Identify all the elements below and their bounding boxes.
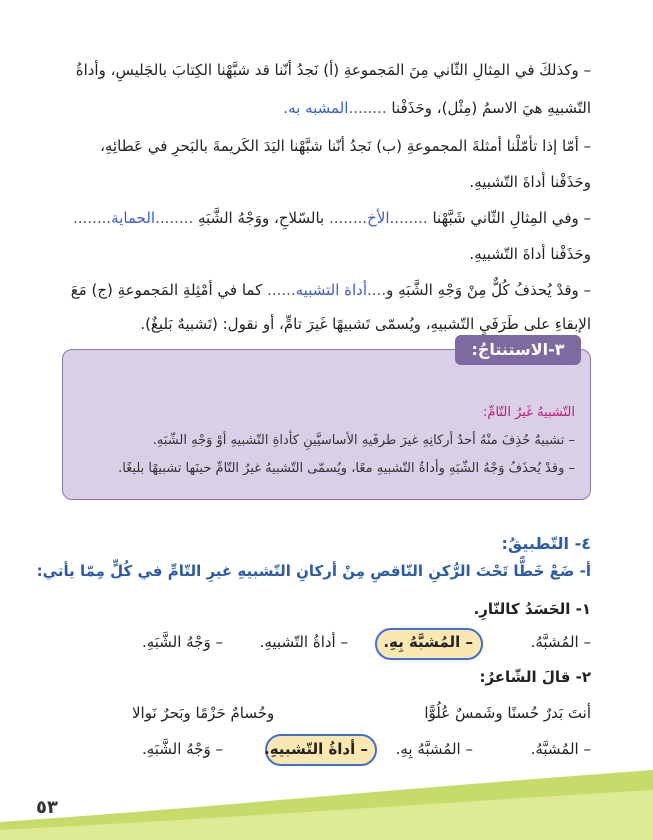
paragraph-line <box>38 172 591 192</box>
verse-right: أنتَ بَدرٌ حُسنًا وشَمسٌ عُلُوًّا <box>424 704 591 722</box>
answer-text: المشبه به <box>288 99 349 117</box>
choice: – المُشبَّهُ بِهِ. <box>395 740 473 758</box>
conclusion-box <box>62 349 591 500</box>
answer-text: الحماية <box>111 209 156 227</box>
application-title: ٤- التّطبيقُ: <box>501 534 591 553</box>
conclusion-line: – وقدْ يُحذَفُ وَجْهُ الشّبَهِ وأداةُ التّشبيهِ معًا، ويُسمّى التّشبيهُ غيرُ التّامِّ حينَها تشبيهًا بليغًا. <box>118 461 575 476</box>
conclusion-line: – تشبيهٌ حُذِفَ منْهُ أحدُ أركانِهِ غيرَ طرفَيهِ الأساسيَّينِ كأداةِ التّشبيهِ أوْ وَجْهِ الشّبَهِ. <box>152 433 575 448</box>
conclusion-title: ٣-الاستنتاجُ: <box>455 335 581 365</box>
item-1: ١- الحَسَدُ كالنّارِ. <box>473 600 591 618</box>
verse-left: وحُسامٌ حَزْمًا وبَحرٌ نَوالا <box>132 704 275 722</box>
application-question: أ- ضَعْ خَطًّا تَحْتَ الرُّكنِ النّاقصِ مِنْ أركانِ التّشبيهِ غيرِ التّامِّ في كُلٍّ مِمّا يأتي: <box>36 562 591 580</box>
text: بالسّلاحِ، ووَجْهُ الشَّبَهِ <box>198 209 325 227</box>
paragraph-line <box>38 244 591 264</box>
text: وحَذَفْنا أداةَ التّشبيهِ. <box>469 173 591 191</box>
blank-dots: ........ <box>328 209 368 227</box>
paragraph-line: التّشبيهِ هيَ الاسمُ (مِثْل)، وحَذَفْنا ........المشبه به. <box>283 99 591 117</box>
answer-text: أداة التشبيه <box>295 281 368 299</box>
text: الإبقاءِ على طَرَفَيِ التّشبيهِ، ويُسمّى تَشبيهًا غَيرَ تامٍّ، أو نقول: (تَشبيهٌ بَليغٌ). <box>140 315 591 333</box>
paragraph-line <box>38 314 591 334</box>
blank-dots: ........ <box>389 209 428 227</box>
choice: – وَجْهُ الشَّبَهِ. <box>141 633 223 651</box>
choice: – وَجْهُ الشَّبَهِ. <box>141 740 223 758</box>
footer-band <box>0 770 653 840</box>
text: وحَذَفْنا أداةَ التّشبيهِ. <box>469 245 591 263</box>
text: التّشبيهِ هيَ الاسمُ (مِثْل)، وحَذَفْنا <box>391 99 591 117</box>
text: – وكذلكَ في المِثالِ الثّاني مِنَ المَجموعةِ (أ) نَجدُ أنّنا قد شبَّهْنا الكِتابَ بالجَليسِ، وأداةُ <box>75 61 591 79</box>
answer-text: الأخ <box>367 209 390 227</box>
page-number: ٥٣ <box>36 797 58 818</box>
choice-selected: – المُشبَّهُ بِهِ. <box>383 633 473 651</box>
paragraph-line <box>38 136 591 156</box>
choice: – المُشبَّهُ. <box>530 740 591 758</box>
blank-dots: ........ <box>348 99 387 117</box>
choice: – أداةُ التّشبيهِ. <box>259 633 348 651</box>
blank-dots: ........ <box>155 209 194 227</box>
paragraph-line <box>38 208 591 228</box>
text: – وقدْ يُحذفُ كُلٌّ مِنْ وَجْهِ الشَّبَهِ و <box>386 281 591 299</box>
text: كما في أمْثِلةِ المَجموعةِ (ج) مَعَ <box>70 281 263 299</box>
conclusion-subtitle: التّشبيهُ غَيرُ التّامِّ: <box>483 405 575 420</box>
paragraph-line <box>38 60 591 80</box>
choice-selected: – أداةُ التّشبيهِ. <box>264 740 368 758</box>
text: – وفي المِثالِ الثّاني شَبَّهْنا <box>432 209 591 227</box>
choice: – المُشبَّهُ. <box>530 633 591 651</box>
blank-dots: ........ <box>73 209 112 227</box>
text: – أمّا إذا تأمّلْنا أمثلةَ المجموعةِ (ب) نَجدُ أنّنا شبَّهْنا اليَدَ الكَريمةَ بالبَحرِ في عَطائِهِ، <box>100 137 591 155</box>
item-2: ٢- قالَ الشّاعرُ: <box>479 668 591 686</box>
paragraph-line: – وقدْ يُحذفُ كُلٌّ مِنْ وَجْهِ الشَّبَهِ و....أداة التشبيه...... كما في أمْثِلةِ المَجموعةِ (ج) مَعَ <box>70 281 591 299</box>
